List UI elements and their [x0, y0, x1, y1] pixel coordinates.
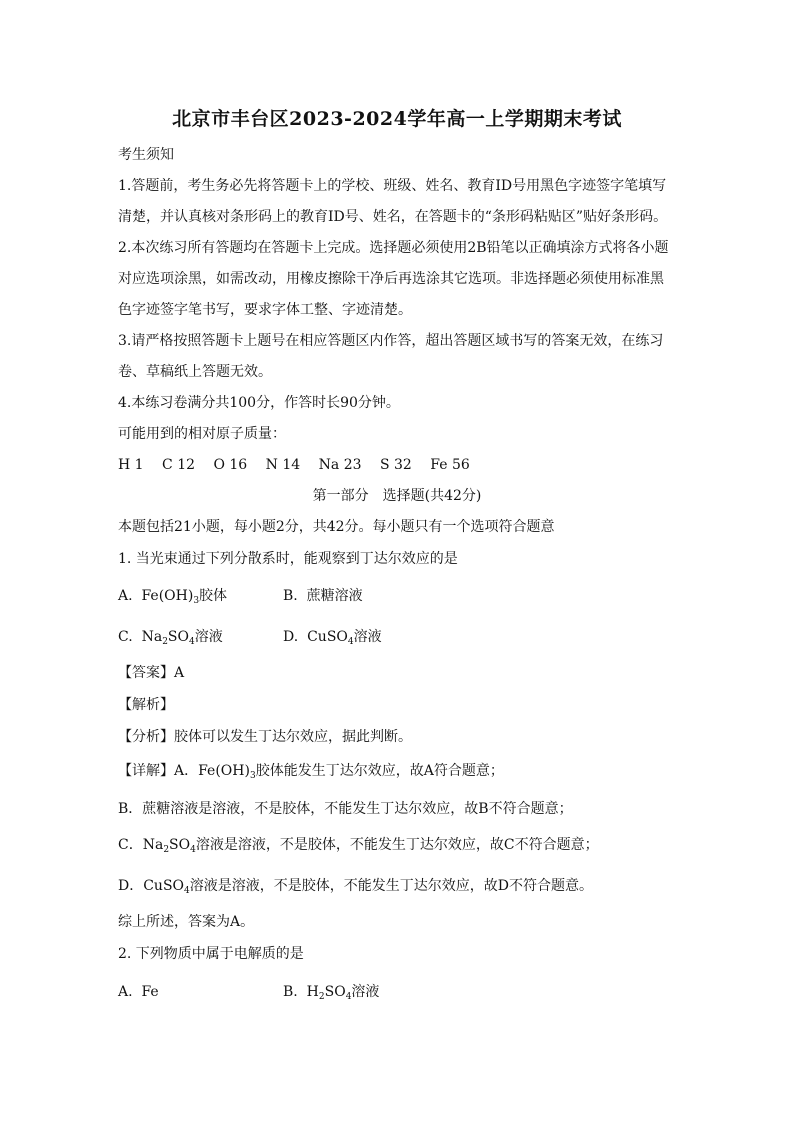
q2-stem: 2. 下列物质中属于电解质的是	[118, 946, 304, 962]
q1-option-c-label: C.	[118, 629, 133, 645]
q1-option-d-f1: CuSO	[307, 629, 348, 645]
atomic-mass-na: Na 23	[318, 457, 362, 473]
q1-fenxi: 【分析】胶体可以发生丁达尔效应，据此判断。	[118, 729, 412, 745]
notice-heading: 考生须知	[118, 147, 174, 163]
q1-option-a-formula: Fe(OH)	[141, 588, 194, 604]
q1-analysis-heading: 【解析】	[118, 697, 174, 713]
q1-option-d-label: D.	[283, 629, 299, 645]
q1-detail-d-sub: 4	[184, 886, 190, 896]
q1-detail-d-tail: 溶液是溶液，不是胶体，不能发生丁达尔效应，故D不符合题意。	[189, 878, 593, 894]
notice-3-line-2: 卷、草稿纸上答题无效。	[118, 364, 272, 380]
q1-detail-c-prefix: C．Na	[118, 837, 164, 853]
q1-option-c-f1: Na	[141, 629, 163, 645]
notice-1-line-2: 清楚，并认真核对条形码上的教育ID号、姓名，在答题卡的“条形码粘贴区”贴好条形码。	[118, 209, 668, 225]
q2-option-b-label: B.	[283, 984, 298, 1000]
notice-2-line-2: 对应选项涂黑，如需改动，用橡皮擦除干净后再选涂其它选项。非选择题必须使用标准黑	[118, 271, 664, 287]
q1-detail-c	[118, 835, 599, 855]
atomic-mass-n: N 14	[265, 457, 301, 473]
q2-option-a-text: Fe	[141, 984, 159, 1000]
section-intro: 本题包括21小题，每小题2分，共42分。每小题只有一个选项符合题意	[118, 519, 555, 535]
q1-option-c-f2: SO	[167, 629, 189, 645]
q1-detail-a	[118, 761, 504, 781]
atomic-mass-o: O 16	[213, 457, 248, 473]
q1-detail-a-prefix: 【详解】A．Fe(OH)	[118, 763, 250, 779]
q1-option-a-label: A.	[118, 588, 133, 604]
notice-2-line-1: 2.本次练习所有答题均在答题卡上完成。选择题必须使用2B铅笔以正确填涂方式将各小题	[118, 240, 669, 256]
notice-2-line-3: 色字迹签字笔书写，要求字体工整、字迹清楚。	[118, 302, 412, 318]
q1-summary: 综上所述，答案为A。	[118, 914, 255, 930]
q1-option-d-s1: 4	[347, 637, 354, 647]
q1-detail-c-s2: 4	[190, 845, 196, 855]
q1-option-a	[118, 586, 227, 606]
q2-option-a	[118, 982, 159, 1002]
q2-option-b-f2: SO	[324, 984, 346, 1000]
q1-option-b-text: 蔗糖溶液	[306, 588, 363, 604]
q1-option-a-sub: 3	[193, 596, 200, 606]
q2-option-b-f1: H	[306, 984, 319, 1000]
atomic-mass-fe: Fe 56	[430, 457, 470, 473]
q2-option-b-tail: 溶液	[351, 984, 380, 1000]
q1-detail-c-tail: 溶液是溶液，不是胶体，不能发生丁达尔效应，故C不符合题意；	[195, 837, 599, 853]
notice-4: 4.本练习卷满分共100分，作答时长90分钟。	[118, 395, 400, 411]
atomic-mass-s: S 32	[379, 457, 412, 473]
q1-option-d	[283, 627, 382, 647]
atomic-mass-list	[118, 455, 470, 475]
section-title: 第一部分 选择题(共42分)	[312, 488, 482, 504]
q1-option-c-s2: 4	[189, 637, 195, 647]
document-title: 北京市丰台区2023-2024学年高一上学期期末考试	[172, 108, 622, 130]
q2-option-b	[283, 982, 379, 1002]
notice-1-line-1: 1.答题前，考生务必先将答题卡上的学校、班级、姓名、教育ID号用黑色字迹签字笔填写	[118, 178, 667, 194]
q1-option-b	[283, 586, 363, 606]
atomic-mass-h: H 1	[118, 457, 144, 473]
q1-detail-c-s1: 2	[163, 845, 170, 855]
q1-option-d-tail: 溶液	[353, 629, 382, 645]
q2-option-a-label: A.	[118, 984, 133, 1000]
notice-3-line-1: 3.请严格按照答题卡上题号在相应答题区内作答，超出答题区域书写的答案无效，在练习	[118, 333, 664, 349]
q1-detail-b: B．蔗糖溶液是溶液，不是胶体，不能发生丁达尔效应，故B不符合题意；	[118, 801, 573, 817]
q1-detail-d-prefix: D．CuSO	[118, 878, 185, 894]
q1-detail-a-tail: 胶体能发生丁达尔效应，故A符合题意；	[255, 763, 504, 779]
q1-option-c-s1: 2	[162, 637, 168, 647]
atomic-mass-heading: 可能用到的相对原子质量：	[118, 426, 286, 442]
q1-stem: 1. 当光束通过下列分散系时，能观察到丁达尔效应的是	[118, 551, 458, 567]
q1-detail-d	[118, 876, 593, 896]
q2-option-b-s2: 4	[345, 992, 352, 1002]
q2-option-b-s1: 2	[318, 992, 325, 1002]
q1-option-a-tail: 胶体	[199, 588, 228, 604]
q1-answer: 【答案】A	[118, 665, 185, 681]
q1-option-c-tail: 溶液	[194, 629, 223, 645]
q1-option-c	[118, 627, 223, 647]
atomic-mass-c: C 12	[162, 457, 196, 473]
q1-option-b-label: B.	[283, 588, 298, 604]
q1-detail-a-sub: 3	[249, 771, 256, 781]
q1-detail-c-mid: SO	[169, 837, 191, 853]
